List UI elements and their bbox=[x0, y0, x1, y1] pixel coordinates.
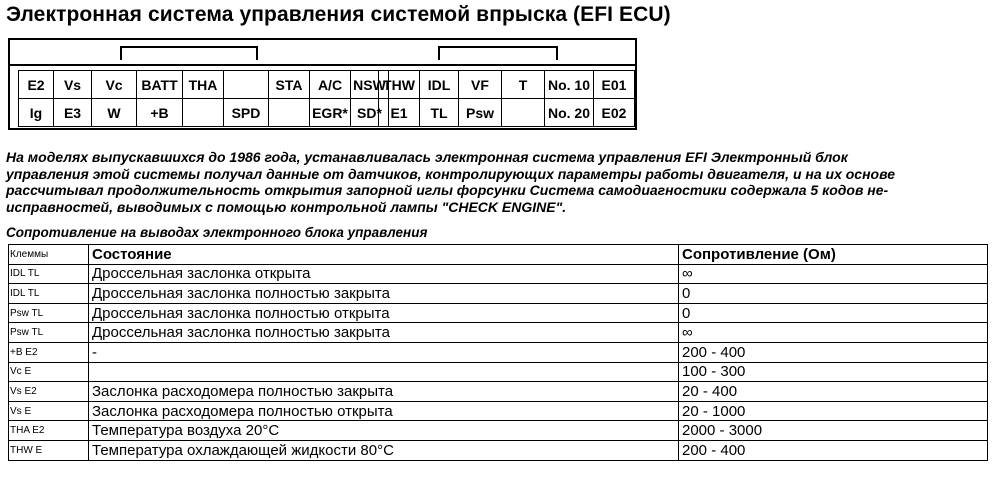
paragraph-line: исправностей, выводимых с помощью контрольной лампы "CHECK ENGINE". bbox=[6, 198, 567, 215]
condition-cell: Дроссельная заслонка открыта bbox=[89, 264, 679, 284]
connector-pin: BATT bbox=[137, 71, 183, 99]
resistance-cell: ∞ bbox=[679, 264, 988, 284]
connector-pin: E02 bbox=[594, 99, 635, 127]
connector-pin: E1 bbox=[379, 99, 420, 127]
header-resistance: Сопротивление (Ом) bbox=[679, 245, 988, 265]
header-condition: Состояние bbox=[89, 245, 679, 265]
connector-pin: THA bbox=[183, 71, 224, 99]
condition-cell: Дроссельная заслонка полностью закрыта bbox=[89, 284, 679, 304]
condition-cell bbox=[89, 362, 679, 382]
table-row bbox=[9, 362, 988, 382]
connector-pin: THW bbox=[379, 71, 420, 99]
connector-pin-row bbox=[19, 71, 389, 99]
connector-pin: No. 20 bbox=[545, 99, 594, 127]
connector-pin: Ig bbox=[19, 99, 54, 127]
connector-pin-row bbox=[19, 99, 389, 127]
table-row bbox=[9, 342, 988, 362]
connector-pin: W bbox=[92, 99, 137, 127]
connector-pins-left bbox=[18, 70, 389, 127]
terminal-cell: Psw TL bbox=[9, 303, 89, 323]
connector-pin: IDL bbox=[420, 71, 459, 99]
connector-pin bbox=[269, 99, 310, 127]
page-title: Электронная система управления системой впрыска (EFI ECU) bbox=[6, 3, 671, 26]
terminal-cell: THA E2 bbox=[9, 421, 89, 441]
connector-pin bbox=[224, 71, 269, 99]
table-row bbox=[9, 323, 988, 343]
connector-pin: EGR* bbox=[310, 99, 351, 127]
terminal-cell: Vs E bbox=[9, 401, 89, 421]
resistance-cell: ∞ bbox=[679, 323, 988, 343]
connector-latch-right bbox=[438, 46, 558, 60]
resistance-cell: 20 - 400 bbox=[679, 382, 988, 402]
terminal-cell: THW E bbox=[9, 440, 89, 460]
terminal-cell: Vs E2 bbox=[9, 382, 89, 402]
table-row bbox=[9, 303, 988, 323]
connector-pin: STA bbox=[269, 71, 310, 99]
table-title: Сопротивление на выводах электронного блока управления bbox=[6, 225, 428, 240]
connector-pin: Vc bbox=[92, 71, 137, 99]
connector-pin-row bbox=[379, 71, 635, 99]
table-row bbox=[9, 264, 988, 284]
connector-pin: SPD bbox=[224, 99, 269, 127]
terminal-cell: IDL TL bbox=[9, 284, 89, 304]
connector-pin: SD* bbox=[351, 99, 389, 127]
resistance-cell: 2000 - 3000 bbox=[679, 421, 988, 441]
table-header-row bbox=[9, 245, 988, 265]
condition-cell: Заслонка расходомера полностью открыта bbox=[89, 401, 679, 421]
paragraph-line: рассчитывал продолжительность открытия запорной иглы форсунки Система самодиагностики содержала 5 кодов не- bbox=[6, 182, 889, 198]
connector-pins-right bbox=[378, 70, 635, 127]
paragraph-line: На моделях выпускавшихся до 1986 года, устанавливалась электронная система управления EFI Электронный блок bbox=[6, 149, 848, 165]
connector-pin: Vs bbox=[54, 71, 92, 99]
connector-pin-row bbox=[379, 99, 635, 127]
condition-cell: - bbox=[89, 342, 679, 362]
description-paragraph bbox=[6, 149, 996, 215]
connector-pin: A/C bbox=[310, 71, 351, 99]
table-row bbox=[9, 421, 988, 441]
connector-latch-left bbox=[120, 46, 258, 60]
connector-pin: +B bbox=[137, 99, 183, 127]
header-terminals: Клеммы bbox=[9, 245, 89, 265]
resistance-cell: 200 - 400 bbox=[679, 440, 988, 460]
terminal-cell: Psw TL bbox=[9, 323, 89, 343]
resistance-cell: 0 bbox=[679, 284, 988, 304]
ecu-connector-diagram bbox=[8, 38, 637, 130]
connector-pin: TL bbox=[420, 99, 459, 127]
connector-pin bbox=[183, 99, 224, 127]
connector-pin: VF bbox=[459, 71, 502, 99]
connector-pin: E01 bbox=[594, 71, 635, 99]
table-row bbox=[9, 382, 988, 402]
connector-pin: NSW bbox=[351, 71, 389, 99]
table-row bbox=[9, 440, 988, 460]
table-row bbox=[9, 284, 988, 304]
condition-cell: Дроссельная заслонка полностью закрыта bbox=[89, 323, 679, 343]
condition-cell: Температура охлаждающей жидкости 80°C bbox=[89, 440, 679, 460]
terminal-cell: Vc E bbox=[9, 362, 89, 382]
condition-cell: Температура воздуха 20°C bbox=[89, 421, 679, 441]
condition-cell: Дроссельная заслонка полностью открыта bbox=[89, 303, 679, 323]
paragraph-line: управления этой системы получал данные от датчиков, контролирующих параметры работы двигателя, и на их основе bbox=[6, 165, 895, 182]
connector-pin bbox=[502, 99, 545, 127]
connector-pin: Psw bbox=[459, 99, 502, 127]
connector-top-edge bbox=[10, 64, 635, 66]
condition-cell: Заслонка расходомера полностью закрыта bbox=[89, 382, 679, 402]
connector-pin: No. 10 bbox=[545, 71, 594, 99]
resistance-cell: 20 - 1000 bbox=[679, 401, 988, 421]
terminal-cell: +B E2 bbox=[9, 342, 89, 362]
resistance-cell: 0 bbox=[679, 303, 988, 323]
terminal-cell: IDL TL bbox=[9, 264, 89, 284]
resistance-cell: 200 - 400 bbox=[679, 342, 988, 362]
table-row bbox=[9, 401, 988, 421]
resistance-table bbox=[8, 244, 988, 461]
connector-pin: E3 bbox=[54, 99, 92, 127]
connector-pin: E2 bbox=[19, 71, 54, 99]
resistance-cell: 100 - 300 bbox=[679, 362, 988, 382]
connector-pin: T bbox=[502, 71, 545, 99]
